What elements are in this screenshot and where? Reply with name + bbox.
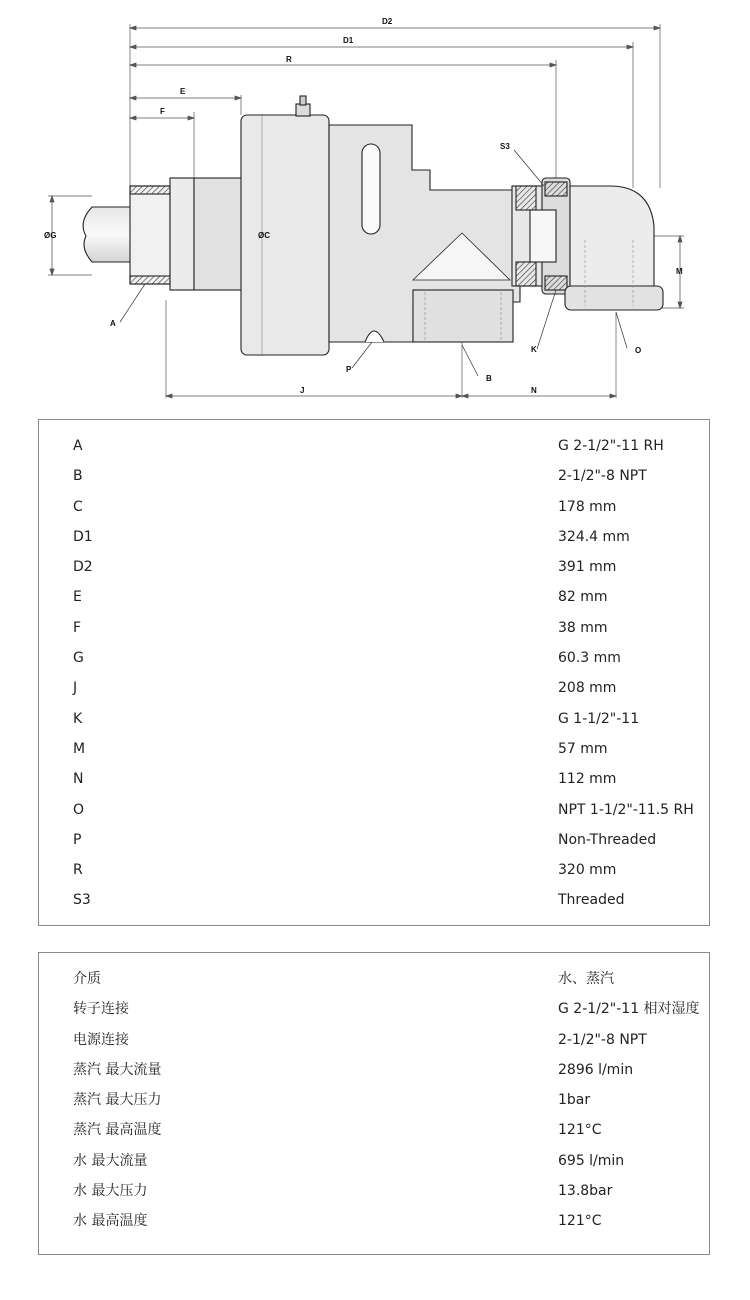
label-s3: S3: [500, 142, 510, 151]
dimension-label: R: [73, 862, 83, 879]
label-b: B: [486, 374, 492, 383]
dimension-label: M: [73, 740, 86, 757]
property-label: 水 最大压力: [73, 1183, 148, 1200]
property-row: [39, 994, 709, 1024]
dimension-label: N: [73, 771, 84, 788]
dimension-value: 320 mm: [558, 862, 617, 879]
label-n: N: [531, 386, 537, 395]
property-label: 蒸汽 最高温度: [73, 1122, 162, 1139]
label-p: P: [346, 365, 352, 374]
dimension-row: [39, 613, 709, 643]
property-value: 695 l/min: [558, 1152, 625, 1169]
dimension-row: [39, 522, 709, 552]
label-m: M: [676, 267, 683, 276]
dimension-value: 324.4 mm: [558, 528, 630, 545]
dimension-value: 112 mm: [558, 771, 617, 788]
property-label: 水 最高温度: [73, 1213, 148, 1230]
dimension-value: G 1-1/2"-11: [558, 710, 640, 727]
property-label: 介质: [73, 971, 101, 987]
dimension-row: [39, 552, 709, 582]
dimension-row: [39, 885, 709, 915]
property-row: [39, 1055, 709, 1085]
dimension-row: [39, 734, 709, 764]
label-f: F: [160, 107, 165, 116]
label-oc: ØC: [258, 231, 270, 240]
dimension-value: 60.3 mm: [558, 650, 621, 667]
dimension-label: D2: [73, 559, 93, 576]
property-label: 蒸汽 最大流量: [73, 1061, 162, 1078]
dimension-label: S3: [73, 892, 91, 909]
dimension-value: 82 mm: [558, 589, 608, 606]
dimension-row: [39, 764, 709, 794]
property-label: 水 最大流量: [73, 1152, 148, 1169]
dimension-value: 391 mm: [558, 559, 617, 576]
property-value: 13.8bar: [558, 1183, 613, 1200]
dimension-row: [39, 643, 709, 673]
dimension-row: [39, 673, 709, 703]
dimension-table: [38, 419, 710, 926]
label-d1: D1: [343, 36, 354, 45]
dimension-value: Non-Threaded: [558, 831, 657, 848]
property-row: [39, 964, 709, 994]
property-row: [39, 1085, 709, 1115]
joint-body: [83, 96, 663, 355]
property-row: [39, 1176, 709, 1206]
label-k: K: [531, 345, 537, 354]
dimension-label: G: [73, 650, 84, 667]
dimension-label: B: [73, 468, 83, 485]
property-value: 121°C: [558, 1122, 602, 1139]
dimension-label: D1: [73, 528, 93, 545]
dimension-value: 38 mm: [558, 619, 608, 636]
dimension-value: 178 mm: [558, 498, 617, 515]
dimension-value: 208 mm: [558, 680, 617, 697]
property-row: [39, 1115, 709, 1145]
property-value: 1bar: [558, 1092, 591, 1109]
dimension-row: [39, 855, 709, 885]
property-label: 蒸汽 最大压力: [73, 1092, 162, 1109]
property-value: 水、蒸汽: [558, 971, 614, 987]
label-og: ØG: [44, 231, 57, 240]
dimension-label: J: [73, 680, 78, 697]
property-row: [39, 1146, 709, 1176]
label-e: E: [180, 87, 186, 96]
dimension-value: G 2-1/2"-11 RH: [558, 438, 664, 454]
dimension-value: 57 mm: [558, 740, 608, 757]
label-j: J: [300, 386, 305, 395]
dimension-label: A: [73, 438, 83, 454]
dimension-label: C: [73, 498, 83, 515]
dimension-value: NPT 1-1/2"-11.5 RH: [558, 801, 694, 818]
property-row: [39, 1206, 709, 1236]
property-value: 2-1/2"-8 NPT: [558, 1031, 647, 1048]
technical-drawing: [0, 0, 750, 410]
dimension-label: E: [73, 589, 82, 606]
property-row: [39, 1025, 709, 1055]
dimension-row: [39, 461, 709, 491]
dimension-row: [39, 582, 709, 612]
dimension-row: [39, 825, 709, 855]
dimension-row: [39, 704, 709, 734]
property-value: 121°C: [558, 1213, 602, 1230]
property-label: 转子连接: [73, 1001, 129, 1018]
dimension-label: P: [73, 831, 82, 848]
label-r: R: [286, 55, 292, 64]
dimension-label: F: [73, 619, 82, 636]
dimension-row: [39, 492, 709, 522]
dimension-row: [39, 431, 709, 461]
dimension-label: O: [73, 801, 85, 818]
properties-table: [38, 952, 710, 1255]
label-d2: D2: [382, 17, 393, 26]
dimension-value: Threaded: [558, 892, 625, 909]
property-value: G 2-1/2"-11 相对湿度: [558, 1001, 700, 1018]
label-a: A: [110, 319, 116, 328]
dimension-row: [39, 795, 709, 825]
property-label: 电源连接: [73, 1031, 129, 1048]
dimension-value: 2-1/2"-8 NPT: [558, 468, 647, 485]
label-o: O: [635, 346, 642, 355]
dimension-label: K: [73, 710, 83, 727]
property-value: 2896 l/min: [558, 1061, 634, 1078]
